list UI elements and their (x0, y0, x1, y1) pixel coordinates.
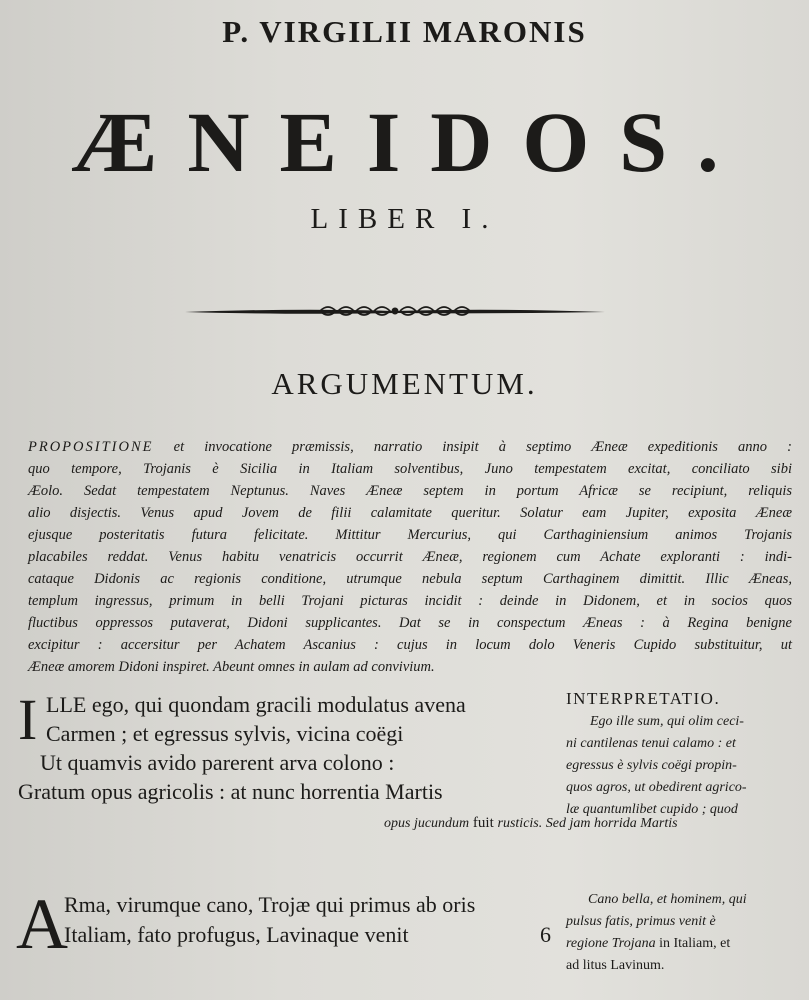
argument-line: excipitur : accersitur per Achatem Ascanius : cujus in locum dolo Veneris Cupido substituitur, ut (28, 637, 792, 653)
author-heading: P. VIRGILII MARONIS (222, 14, 587, 49)
work-title: ÆNEIDOS. (71, 94, 749, 190)
verse-line: LLE ego, qui quondam gracili modulatus avena (46, 692, 466, 717)
argument-line: ejusque posteritatis futura felicitate. Mittitur Mercurius, qui Carthaginiensium animos Trojanis (28, 527, 792, 543)
drop-cap: I (18, 687, 38, 752)
interpretatio-continuation: opus jucundum fuit rusticis. Sed jam horrida Martis (384, 815, 678, 831)
argument-line: Æneæ amorem Didoni inspiret. Abeunt omnes in aulam ad convivium. (28, 659, 435, 675)
argument-line: quo tempore, Trojanis è Sicilia in Italiam solventibus, Juno tempestatem excitat, conciliato sibi (28, 461, 792, 477)
argument-lead-word: PROPOSITIONE (28, 439, 154, 455)
argument-line: cataque Didonis ac regionis conditione, utrumque nebula septum Carthaginem dimittit. Illic Æneas, (28, 571, 792, 587)
interpretatio-line: ni cantilenas tenui calamo : et (566, 736, 736, 751)
translation-line: regione Trojana in Italiam, et (566, 936, 731, 951)
interpretatio-column (566, 688, 796, 821)
ornamental-rule (180, 296, 610, 326)
translation-line: ad litus Lavinum. (566, 958, 665, 973)
argument-line: Æolo. Sedat tempestatem Neptunus. Naves Æneæ septem in portum Africæ se recipiunt, reliquis (28, 483, 792, 499)
argument-heading: ARGUMENTUM. (271, 366, 538, 401)
argument-line: templum ingressus, primum in belli Trojani picturas incidit : deinde in Didonem, et in socios quos (28, 593, 792, 609)
verse-line: Ut quamvis avido parerent arva colono : (40, 750, 395, 775)
verse-line: Carmen ; et egressus sylvis, vicina coëgi (46, 721, 404, 746)
argument-text (28, 436, 792, 678)
verse-line: Italiam, fato profugus, Lavinaque venit (64, 922, 409, 947)
argument-line: PROPOSITIONE et invocatione præmissis, narratio insipit à septimo Æneæ expeditionis anno : (28, 439, 792, 455)
argument-line: placabiles reddat. Venus habitu venatricis occurrit Æneæ, regionem cum Achate exploranti : indi- (28, 549, 792, 565)
argument-line: alio disjectis. Venus apud Jovem de filii calamitate queritur. Solatur eam Jupiter, exposita Æneæ (28, 505, 792, 521)
interpretatio-heading: INTERPRETATIO. (566, 689, 721, 708)
translation-line: pulsus fatis, primus venit è (566, 914, 716, 929)
line-number: 6 (540, 922, 551, 947)
drop-cap: A (16, 884, 68, 964)
translation-line: Cano bella, et hominem, qui (588, 892, 747, 907)
book-number: LIBER I. (310, 203, 499, 235)
interpretatio-line: Ego ille sum, qui olim ceci- (590, 714, 744, 729)
interpretatio-line: quos agros, ut obedirent agrico- (566, 780, 747, 795)
interpretatio-line: egressus è sylvis coëgi propin- (566, 758, 737, 773)
translation-column (566, 889, 796, 977)
interpretatio-line: læ quantumlibet cupido ; quod (566, 802, 738, 817)
verse-line: Rma, virumque cano, Trojæ qui primus ab oris (64, 892, 476, 917)
argument-line: fluctibus oppressos putaverat, Didoni supplicantes. Dat se in conspectum Æneas : à Regina benigne (28, 615, 792, 631)
verse-line: Gratum opus agricolis : at nunc horrentia Martis (18, 779, 443, 804)
